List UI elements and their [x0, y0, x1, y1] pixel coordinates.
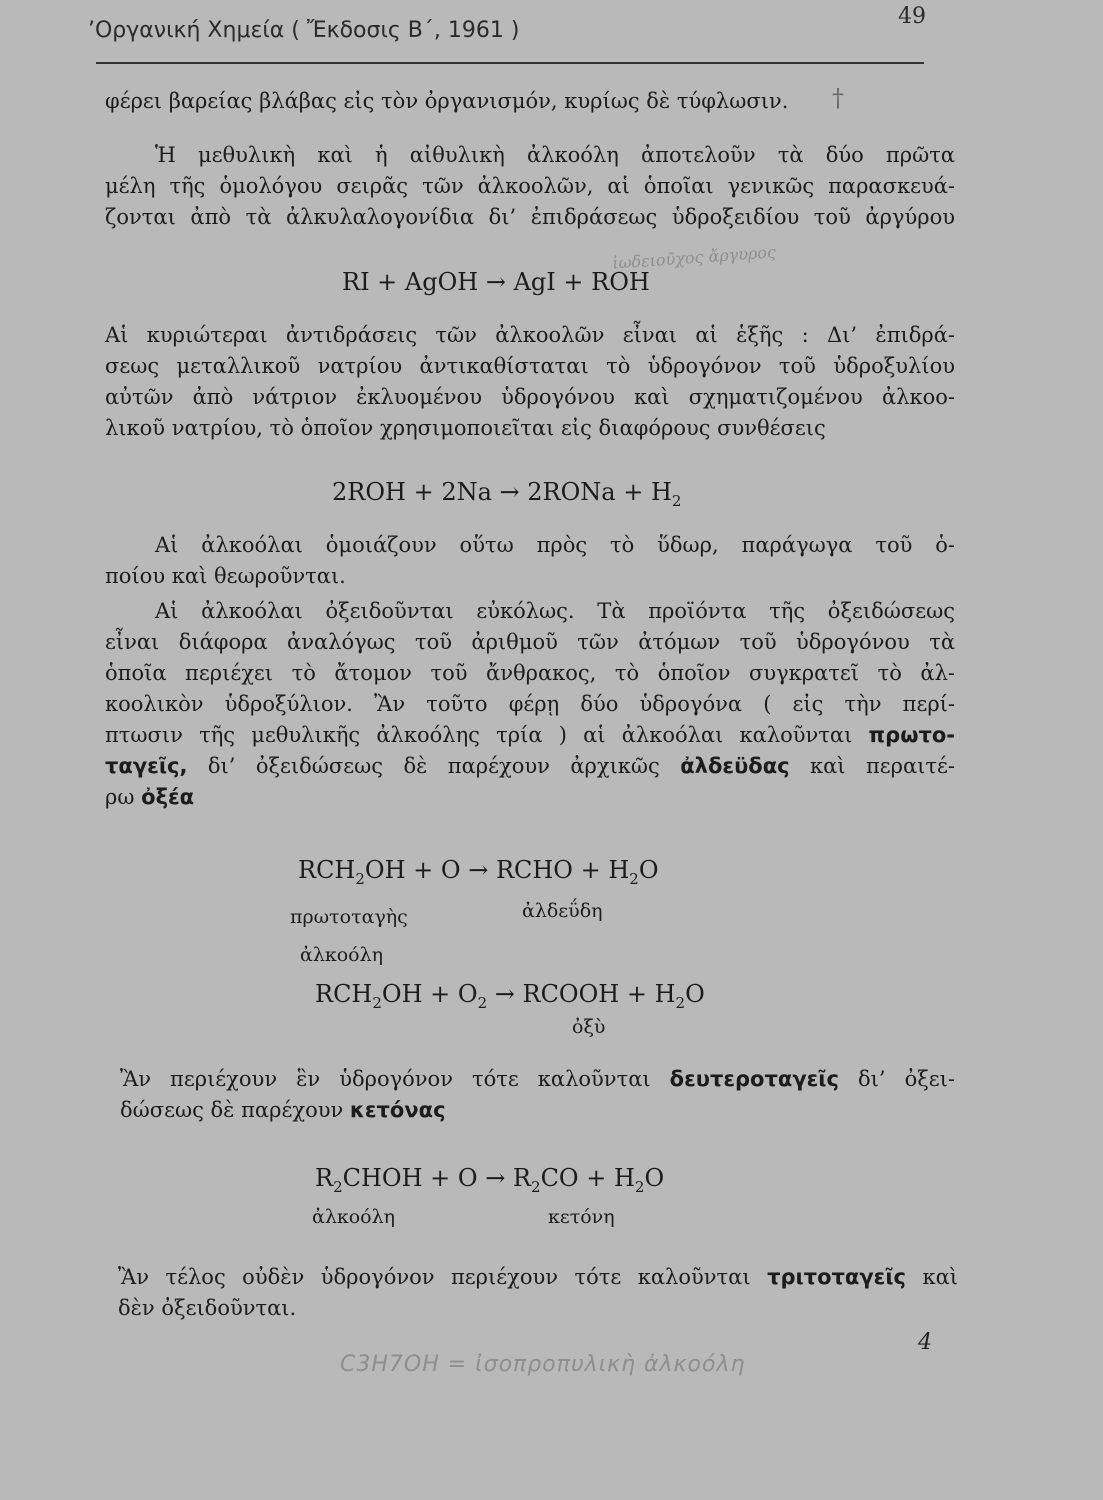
margin-mark-cross: † — [832, 84, 844, 112]
bold-term: κετόνας — [349, 1098, 446, 1122]
paragraph-0 — [105, 86, 955, 117]
bold-term: ἀλδεϋδας — [680, 754, 790, 778]
equation-text: 2ROH + 2Na → 2RONa + H — [332, 478, 672, 506]
paragraph-1 — [105, 140, 955, 233]
signature-mark: 4 — [918, 1330, 932, 1355]
text-line: εἶναι διάφορα ἀναλόγως τοῦ ἀριθμοῦ τῶν ἀτόμων τοῦ ὑδρογόνου τὰ — [105, 630, 955, 654]
equation-label: ἀλκοόλη — [300, 944, 384, 966]
text-segment: ρω — [105, 785, 142, 809]
equation-text: → RCOOH + H — [487, 980, 676, 1008]
running-header-title: ’Οργανική Χημεία ( Ἔκδοσις Β΄, 1961 ) — [88, 18, 520, 43]
text-segment: δι’ ὀξει- — [838, 1067, 955, 1091]
text-line — [105, 720, 955, 751]
equation-2 — [332, 478, 681, 510]
equation-text: O — [644, 1164, 665, 1192]
text-line: Αἱ κυριώτεραι ἀντιδράσεις τῶν ἀλκοολῶν εἶναι αἱ ἑξῆς : Δι’ ἐπιδρά- — [105, 323, 955, 347]
paragraph-3 — [105, 530, 955, 592]
equation-4: $RCH_2OH + O_2$ → RCOOH + $H_2O$ — [315, 980, 705, 1012]
text-line: μέλη τῆς ὁμολόγου σειρᾶς τῶν ἀλκοολῶν, αἱ ὁποῖαι γενικῶς παρασκευά- — [105, 174, 955, 198]
equation-text: OH + O → RCHO + H — [364, 856, 630, 884]
text-line: Ἡ μεθυλικὴ καὶ ἡ αἰθυλικὴ ἀλκοόλη ἀποτελοῦν τὰ δύο πρῶτα — [155, 143, 955, 167]
bold-term: τριτοταγεῖς — [767, 1265, 906, 1289]
equation-text: CO + H — [540, 1164, 635, 1192]
text-line: κοολικὸν ὑδροξύλιον. Ἂν τοῦτο φέρῃ δύο ὑδρογόνα ( εἰς τὴν περί- — [105, 692, 955, 716]
paragraph-4 — [105, 596, 955, 813]
handwritten-note: C3H7OH = ἰσοπροπυλικὴ ἀλκοόλη — [340, 1352, 746, 1377]
equation-text: RCH — [315, 980, 373, 1008]
text-line: ποίου καὶ θεωροῦνται. — [105, 564, 346, 588]
equation-text: O — [638, 856, 659, 884]
equation-text: O — [685, 980, 705, 1008]
equation-3: $RCH_2OH + O$ → RCHO + $H_2O$ — [298, 856, 659, 888]
text-segment: καὶ περαιτέ- — [789, 754, 955, 778]
text-segment: δώσεως δὲ παρέχουν — [120, 1098, 350, 1122]
text-line — [105, 782, 955, 813]
bold-term: δευτεροταγεῖς — [669, 1067, 839, 1091]
text-line — [105, 751, 955, 782]
bold-term: ταγεῖς, — [105, 754, 188, 778]
equation-label: κετόνη — [548, 1206, 615, 1228]
equation-5: $R_2CHOH + O \to R_2CO + H_2O$ — [315, 1164, 665, 1196]
text-line: ζονται ἀπὸ τὰ ἀλκυλαλογονίδια δι’ ἐπιδράσεως ὑδροξειδίου τοῦ ἀργύρου — [105, 205, 955, 229]
page-number: 49 — [898, 4, 926, 29]
equation-label: ὀξὺ — [572, 1016, 606, 1038]
text-line — [118, 1262, 958, 1293]
text-line: δὲν ὀξειδοῦνται. — [118, 1296, 297, 1320]
bold-term: ὀξέα — [141, 785, 195, 809]
text-line — [120, 1095, 955, 1126]
paragraph-5 — [120, 1064, 955, 1126]
text-line: αὐτῶν ἀπὸ νάτριον ἐκλυομένου ὑδρογόνου καὶ σχηματιζομένου ἀλκοο- — [105, 385, 955, 409]
subscript: 2 — [671, 491, 682, 510]
equation-text: CHOH + O → R — [342, 1164, 532, 1192]
text-segment: καὶ — [905, 1265, 958, 1289]
text-segment: δι’ ὀξειδώσεως δὲ παρέχουν ἀρχικῶς — [187, 754, 681, 778]
equation-text: RCH — [298, 856, 356, 884]
equation-label: πρωτοταγὴς — [290, 906, 408, 928]
equation-text: R — [315, 1164, 334, 1192]
equation-label: ἀλκοόλη — [312, 1206, 396, 1228]
text-line — [120, 1064, 955, 1095]
paragraph-2 — [105, 320, 955, 444]
bold-term: πρωτο- — [868, 723, 955, 747]
handwritten-annotation: ἰωδειοῦχος ἄργυρος — [611, 242, 777, 273]
equation-label: ἀλδεΰδη — [522, 900, 603, 922]
text-line: Αἱ ἀλκοόλαι ὁμοιάζουν οὕτω πρὸς τὸ ὕδωρ, παράγωγα τοῦ ὁ- — [155, 533, 955, 557]
text-line: ὁποῖα περιέχει τὸ ἄτομον τοῦ ἄνθρακος, τὸ ὁποῖον συγκρατεῖ τὸ ἀλ- — [105, 661, 955, 685]
text-line: λικοῦ νατρίου, τὸ ὁποῖον χρησιμοποιεῖται εἰς διαφόρους συνθέσεις — [105, 416, 826, 440]
text-segment: πτωσιν τῆς μεθυλικῆς ἀλκοόλης τρία ) αἱ ἀλκοόλαι καλοῦνται — [105, 723, 869, 747]
equation-1: RI + AgOH → AgI + ROH — [342, 268, 650, 296]
text-line: φέρει βαρείας βλάβας εἰς τὸν ὀργανισμόν, κυρίως δὲ τύφλωσιν. — [105, 89, 789, 113]
text-line: σεως μεταλλικοῦ νατρίου ἀντικαθίσταται τὸ ὑδρογόνον τοῦ ὑδροξυλίου — [105, 354, 955, 378]
text-segment: Ἂν τέλος οὐδὲν ὑδρογόνον περιέχουν τότε καλοῦνται — [118, 1265, 768, 1289]
text-line: Αἱ ἀλκοόλαι ὀξειδοῦνται εὐκόλως. Τὰ προϊόντα τῆς ὀξειδώσεως — [155, 599, 955, 623]
text-segment: Ἂν περιέχουν ἓν ὑδρογόνον τότε καλοῦνται — [120, 1067, 670, 1091]
equation-text: OH + O — [381, 980, 478, 1008]
paragraph-6 — [118, 1262, 958, 1324]
header-rule — [96, 62, 924, 64]
